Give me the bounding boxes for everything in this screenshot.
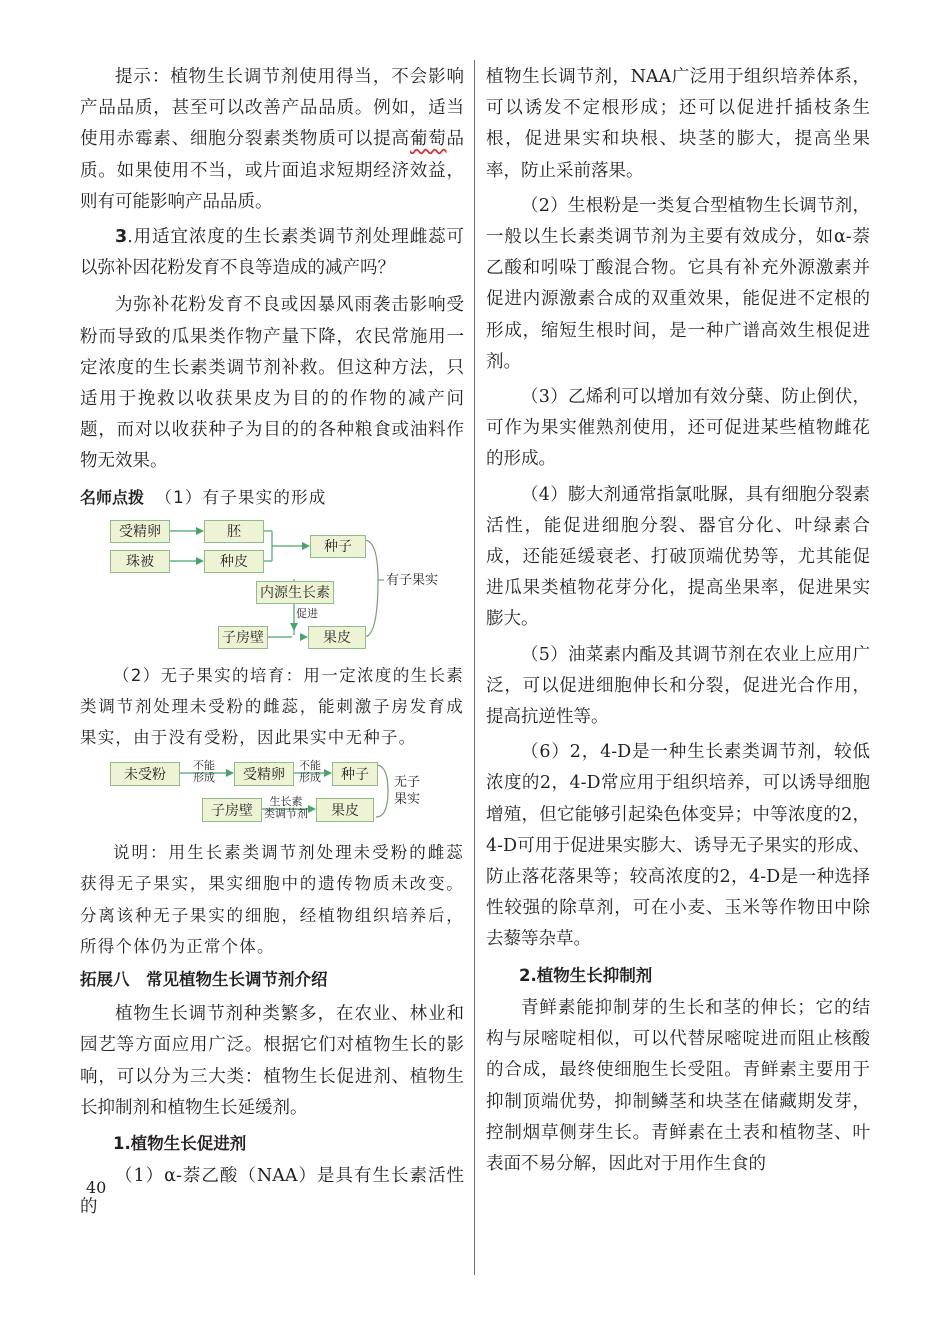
explanation-note: 说明：用生长素类调节剂处理未受粉的雌蕊获得无子果实，果实细胞中的遗传物质未改变。分离该种无子果实的细胞，经植物组织培养后，所得个体仍为正常个体。: [80, 843, 464, 956]
seeded-fruit-label: 有子果实: [386, 572, 439, 588]
fertilized-egg-box-2: 受精卵: [234, 762, 294, 786]
unpollinated-box: 未受粉: [110, 762, 180, 786]
naa-paragraph-start: （1）α-萘乙酸（NAA）是具有生长素活性的: [80, 1166, 464, 1218]
seed-box: 种子: [310, 535, 366, 558]
embryo-box: 胚: [204, 520, 264, 543]
answer-paragraph: 为弥补花粉发育不良或因暴风雨袭击影响受粉而导致的瓜果类作物产量下降，农民常施用一定浓度的生长素类调节剂补救。但这种方法，只适用于挽救以收获果皮为目的的作物的减产问题，而对以收获种子为目的的各种粮食或油料作物无效果。: [80, 295, 464, 472]
rooting-powder-paragraph: （2）生根粉是一类复合型植物生长调节剂，一般以生长素类调节剂为主要有效成分，如α-萘乙酸和吲哚丁酸混合物。它具有补充外源激素并促进内源激素合成的双重效果，能促进不定根的形成，缩短生根时间，是一种广谱高效生根促进剂。: [486, 195, 870, 372]
page-number: 40: [86, 1178, 107, 1197]
hint-paragraph: 提示：植物生长调节剂使用得当，不会影响产品品质，甚至可以改善产品品质。例如，适当使用赤霉素、细胞分裂素类物质可以提高葡萄品质。如果使用不当，或片面追求短期经济效益，则有可能影响产品品质。: [80, 67, 465, 212]
right-column: [486, 62, 870, 1180]
auxin-regulator-label: 生长素 类调节剂: [264, 795, 308, 821]
teacher-tip: [80, 482, 464, 514]
seed-coat-box: 种皮: [204, 550, 264, 573]
tip-title: （1）有子果实的形成: [155, 487, 327, 507]
seedless-fruit-label: 无子 果实: [394, 775, 421, 808]
spellcheck-mark[interactable]: 葡萄: [409, 129, 447, 150]
extension-heading: 拓展八 常见植物生长调节剂介绍: [80, 970, 328, 990]
ovary-wall-box-2: 子房壁: [202, 798, 262, 822]
pericarp-box: 果皮: [308, 626, 366, 649]
cannot-form-label-2: 不能 形成: [299, 759, 321, 785]
naa-paragraph-cont: 植物生长调节剂，NAA广泛用于组织培养体系，可以诱发不定根形成；还可以促进扦插枝条生根，促进果实和块根、块茎的膨大，提高坐果率，防止采前落果。: [486, 67, 870, 181]
endogenous-auxin-box: 内源生长素: [256, 581, 334, 604]
brassinolide-paragraph: （5）油菜素内酯及其调节剂在农业上应用广泛，可以促进细胞伸长和分裂，促进光合作用，提高抗逆性等。: [486, 644, 870, 728]
maleic-hydrazide-paragraph: 青鲜素能抑制芽的生长和茎的伸长；它的结构与尿嘧啶相似，可以代替尿嘧啶进而阻止核酸的合成，最终使细胞生长受阻。青鲜素主要用于抑制顶端优势，抑制鳞茎和块茎在储藏期发芽，控制烟草侧芽生长。青鲜素在土表和植物茎、叶表面不易分解，因此对于用作生食的: [486, 997, 870, 1174]
growth-inhibitor-heading: 2.植物生长抑制剂: [519, 965, 653, 985]
column-divider: [474, 60, 475, 1275]
promote-label: 促进: [296, 606, 318, 620]
integument-box: 珠被: [110, 550, 170, 573]
growth-promoter-heading: 1.植物生长促进剂: [113, 1134, 247, 1154]
extension-intro: 植物生长调节剂种类繁多，在农业、林业和园艺等方面应用广泛。根据它们对植物生长的影响，可以分为三大类：植物生长促进剂、植物生长抑制剂和植物生长延缓剂。: [80, 1004, 464, 1118]
seedless-cultivation: （2）无子果实的培育：用一定浓度的生长素类调节剂处理未受粉的雌蕊，能刺激子房发育成果实，由于没有受粉，因此果实中无种子。: [80, 665, 464, 748]
pericarp-box-2: 果皮: [316, 798, 374, 822]
tip-label: 名师点拨: [80, 487, 145, 507]
ethephon-paragraph: （3）乙烯利可以增加有效分蘖、防止倒伏，可作为果实催熟剂使用，还可促进某些植物雌花的形成。: [486, 387, 870, 470]
cannot-form-label-1: 不能 形成: [193, 759, 215, 785]
seedless-fruit-diagram: [80, 761, 464, 827]
24d-paragraph: （6）2，4-D是一种生长素类调节剂，较低浓度的2，4-D常应用于组织培养，可以诱导细胞增殖，但它能够引起染色体变异；中等浓度的2，4-D可用于促进果实膨大、诱导无子果实的形成、防止落花落果等；较高浓度的2，4-D是一种选择性较强的除草剂，可在小麦、玉米等作物田中除去藜等杂草。: [486, 742, 870, 950]
seed-box-2: 种子: [332, 762, 378, 786]
left-column: [80, 62, 464, 1224]
fertilized-egg-box: 受精卵: [110, 520, 170, 543]
cppu-paragraph: （4）膨大剂通常指氯吡脲，具有细胞分裂素活性，能促进细胞分裂、器官分化、叶绿素合成，还能延缓衰老、打破顶端优势等，尤其能促进瓜果类植物花芽分化，提高坐果率，促进果实膨大。: [486, 484, 870, 630]
ovary-wall-box: 子房壁: [218, 626, 268, 649]
question-3: 3.用适宜浓度的生长素类调节剂处理雌蕊可以弥补因花粉发育不良等造成的减产吗？: [80, 227, 464, 279]
seeded-fruit-diagram: [80, 520, 464, 648]
